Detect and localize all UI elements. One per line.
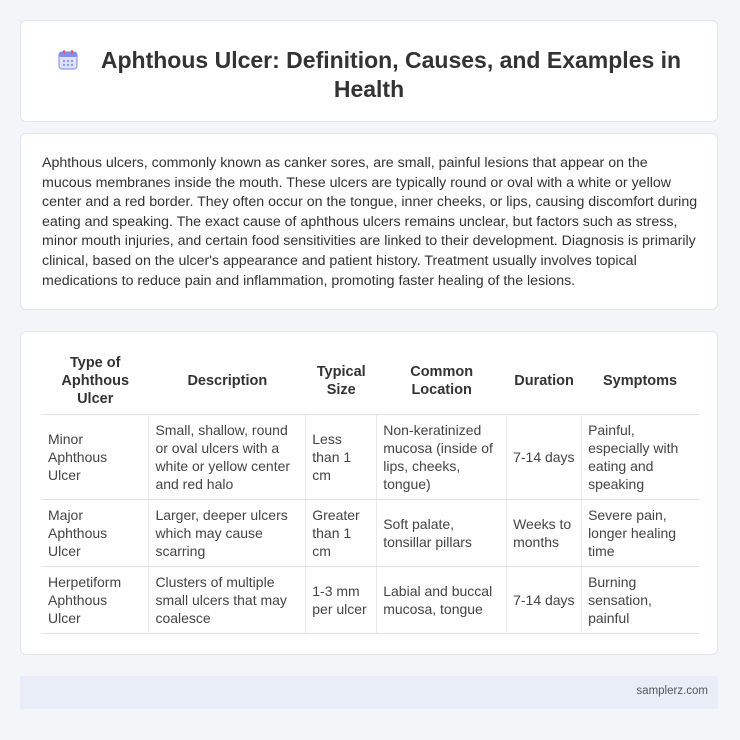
cell-location: Soft palate, tonsillar pillars — [377, 500, 507, 567]
calendar-icon — [57, 49, 79, 71]
footer-bar — [20, 676, 718, 709]
page-title — [21, 46, 717, 104]
header-type: Type of Aphthous Ulcer — [42, 348, 149, 415]
cell-symptoms: Painful, especially with eating and speaking — [582, 415, 699, 500]
header-description: Description — [149, 348, 306, 415]
header-location: Common Location — [377, 348, 507, 415]
title-card — [20, 20, 718, 122]
cell-symptoms: Burning sensation, painful — [582, 567, 699, 634]
cell-description: Clusters of multiple small ulcers that may coalesce — [149, 567, 306, 634]
cell-duration: 7-14 days — [507, 567, 582, 634]
header-symptoms: Symptoms — [582, 348, 699, 415]
intro-paragraph: Aphthous ulcers, commonly known as canker sores, are small, painful lesions that appear on the mucous membranes inside the mouth. These ulcers are typically round or oval with a white or yellow center and a red border. They often occur on the tongue, inner cheeks, or lips, causing discomfort during eating and speaking. The exact cause of aphthous ulcers remains unclear, but factors such as stress, minor mouth injuries, and certain food sensitivities are linked to their development. Diagnosis is primarily clinical, based on the ulcer's appearance and patient history. Treatment usually involves topical medications to reduce pain and inflammation, promoting faster healing of the lesions. — [42, 155, 698, 289]
table-row — [42, 500, 699, 567]
table-row — [42, 567, 699, 634]
cell-description: Larger, deeper ulcers which may cause scarring — [149, 500, 306, 567]
ulcer-types-table — [42, 348, 699, 634]
cell-duration: 7-14 days — [507, 415, 582, 500]
cell-symptoms: Severe pain, longer healing time — [582, 500, 699, 567]
cell-location: Labial and buccal mucosa, tongue — [377, 567, 507, 634]
cell-size: Greater than 1 cm — [306, 500, 377, 567]
title-wrap — [21, 46, 717, 104]
header-size: Typical Size — [306, 348, 377, 415]
table-row — [42, 415, 699, 500]
table-card — [20, 331, 718, 655]
cell-duration: Weeks to months — [507, 500, 582, 567]
cell-size: 1-3 mm per ulcer — [306, 567, 377, 634]
cell-type: Herpetiform Aphthous Ulcer — [42, 567, 149, 634]
cell-description: Small, shallow, round or oval ulcers with a white or yellow center and red halo — [149, 415, 306, 500]
header-duration: Duration — [507, 348, 582, 415]
cell-type: Major Aphthous Ulcer — [42, 500, 149, 567]
footer-source[interactable]: samplerz.com — [636, 685, 708, 697]
table-header-row — [42, 348, 699, 415]
intro-card — [20, 133, 718, 310]
cell-location: Non-keratinized mucosa (inside of lips, cheeks, tongue) — [377, 415, 507, 500]
page-title-text: Aphthous Ulcer: Definition, Causes, and Examples in Health — [100, 47, 682, 102]
cell-type: Minor Aphthous Ulcer — [42, 415, 149, 500]
cell-size: Less than 1 cm — [306, 415, 377, 500]
